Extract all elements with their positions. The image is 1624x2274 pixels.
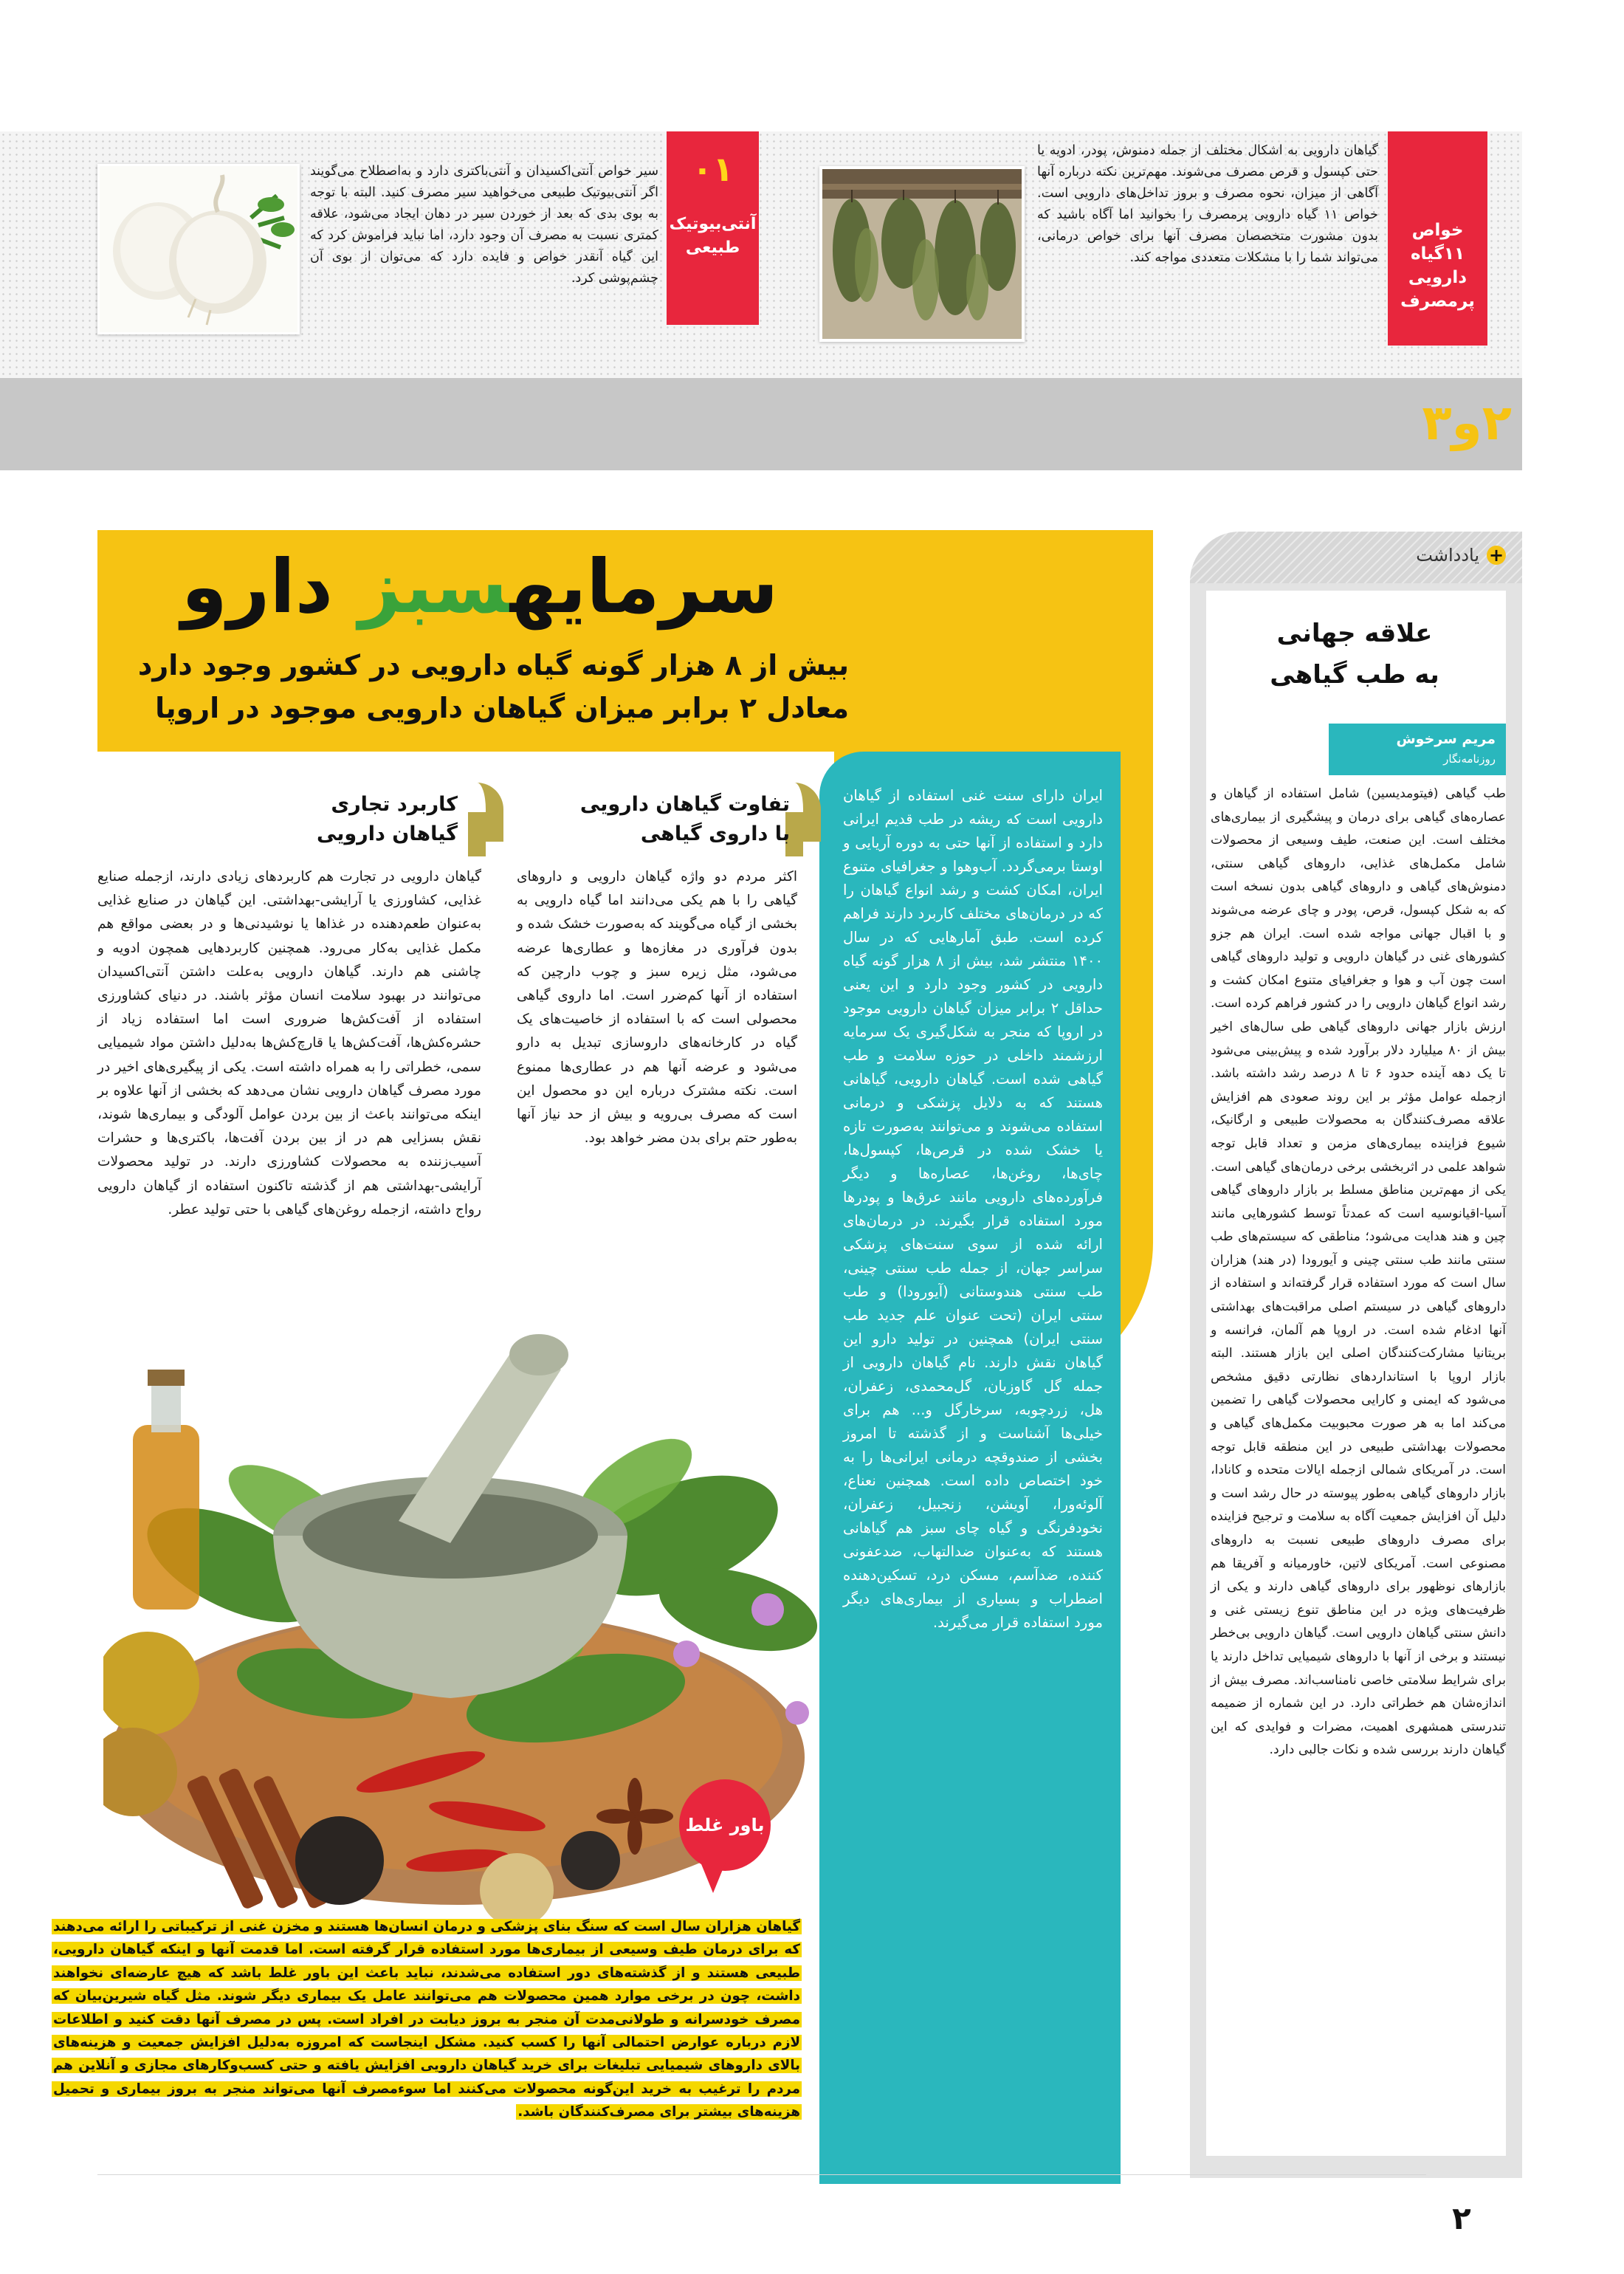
note-title-line: علاقه جهانی (1276, 619, 1433, 648)
author-role: روزنامه‌نگار (1443, 752, 1496, 766)
subtitle-line: بیش از ۸ هزار گونه گیاه دارویی در کشور وجود دارد (137, 649, 849, 681)
author-name: مریم سرخوش (1396, 731, 1496, 747)
myth-text-span: گیاهان هزاران سال است که سنگ بنای پزشکی و درمان انسان‌ها هستند و مخزن غنی از ترکیباتی را ارائه می‌دهند که برای درمان طیف وسیعی از بیماری‌ها مورد استفاده قرار گرفته است. اما قدمت آنها و اینکه گیاهان دارویی، طبیعی هستند و از گذشته‌های دور استفاده می‌شدند، نباید باعث این باور غلط باشد که هیچ عارضه‌ای نخواهند داشت، چون در برخی موارد همین محصولات هم می‌توانند عامل یک بیماری دیگر شوند. مثل گیاه شیرین‌بیان که مصرف خودسرانه و طولانی‌مدت آن منجر به بروز دیابت در افراد است. پس در مصرف آنها دقت کنید و اطلاعات لازم درباره عوارض احتمالی آنها را کسب کنید. مشکل اینجاست که امروزه به‌دلیل افزایش جمعیت و هزینه‌های بالای داروهای شیمیایی تبلیغات برای خرید گیاهان دارویی افزایش یافته و حتی کسب‌وکارهای مجازی و آنلاین هم مردم را ترغیب به خرید این‌گونه محصولات می‌کنند اما سوءمصرف آنها می‌تواند منجر به بروز بیماری و تحمیل هزینه‌های بیشتر برای مصرف‌کنندگان باشد. (53, 1919, 800, 2120)
note-header (1366, 540, 1506, 570)
note-title-line: به طب گیاهی (1270, 660, 1439, 690)
article-title (111, 543, 849, 631)
myth-badge (679, 1779, 771, 1871)
note-label: یادداشت (1416, 545, 1479, 566)
col3-title-line: گیاهان دارویی (316, 822, 458, 845)
dried-herbs-photo (819, 166, 1025, 342)
title-word: دارو (181, 543, 334, 630)
footer-rule (97, 2174, 1426, 2175)
note-text: طب گیاهی (فیتومدیسین) شامل استفاده از گیاهان و عصاره‌های گیاهی برای درمان و پیشگیری از بیماری‌های مختلف است. این صنعت، طیف وسیعی از محصولات شامل مکمل‌های غذایی، داروهای گیاهی سنتی، دمنوش‌های گیاهی و داروهای گیاهی بدون نسخه است که به شکل کپسول، قرص، پودر و چای عرضه می‌شوند و با اقبال جهانی مواجه شده است. ایران هم جزو کشورهای غنی در گیاهان دارویی و تولید داروهای گیاهی است چون آب و هوا و جغرافیای متنوع امکان کشت و رشد انواع گیاهان دارویی را در کشور فراهم کرده است. ارزش بازار جهانی داروهای گیاهی طی سال‌های اخیر بیش از ۸۰ میلیارد دلار برآورد شده و پیش‌بینی می‌شود تا یک دهه آینده حدود ۶ تا ۸ درصد رشد داشته باشد. ازجمله عوامل مؤثر بر این روند صعودی هم افزایش علاقه مصرف‌کنندگان به محصولات طبیعی و ارگانیک، شیوع فزاینده بیماری‌های مزمن و تعداد قابل توجه شواهد علمی در اثربخشی برخی درمان‌های گیاهی است. یکی از مهم‌ترین مناطق مسلط بر بازار داروهای گیاهی آسیا-اقیانوسیه است که عمدتاً توسط کشورهایی مانند چین و هند هدایت می‌شود؛ مناطقی که سیستم‌های طب سنتی مانند طب سنتی چینی و آیورودا (در هند) هزاران سال است که مورد استفاده قرار گرفته‌اند و استفاده از داروهای گیاهی در سیستم اصلی مراقبت‌های بهداشتی آنها ادغام شده است. در اروپا هم آلمان، فرانسه و بریتانیا مشارکت‌کنندگان اصلی این بازار هستند. البته بازار اروپا با استانداردهای نظارتی دقیق مشخص می‌شود که ایمنی و کارایی محصولات گیاهی را تضمین می‌کند اما به هر صورت محبوبیت مکمل‌های گیاهی و محصولات بهداشتی طبیعی در این منطقه قابل توجه است. در آمریکای شمالی ازجمله ایالات متحده و کانادا، بازار داروهای گیاهی به‌طور پیوسته در حال رشد است و دلیل آن افزایش جمعیت آگاه به سلامت و ترجیح فزاینده برای مصرف داروهای طبیعی نسبت به داروهای مصنوعی است. آمریکای لاتین، خاورمیانه و آفریقا هم بازارهای نوظهور برای داروهای گیاهی دارند و یکی از ظرفیت‌های ویژه در این مناطق تنوع زیستی غنی و دانش سنتی گیاهان دارویی است. گیاهان دارویی بی‌خطر نیستند و برخی از آنها با داروهای شیمیایی تداخل دارند یا برای شرایط سلامتی خاصی نامناسب‌اند. مصرف بیش از اندازه‌شان هم خطراتی دارد. در این شماره از ضمیمه تندرستی همشهری اهمیت، مضرات و فوایدی که این گیاهان دارند بررسی شده و نکات جالبی دارد. (1211, 786, 1506, 1758)
section-band-label: ۲و۳ (1422, 394, 1512, 451)
myth-badge-tail (700, 1861, 726, 1893)
title-word-green: سبز (358, 543, 510, 630)
col2-text: اکثر مردم دو واژه گیاهان دارویی و داروهای گیاهی را با هم یکی می‌دانند اما گیاه دارویی به بخشی از گیاه می‌گویند که به‌صورت خشک شده و بدون فرآوری در مغازه‌ها و عطاری‌ها عرضه می‌شود، مثل زیره سبز و چوب دارچین که استفاده از آنها کم‌ضرر است. اما داروی گیاهی محصولی است که با استفاده از خاصیت‌های یک گیاه در کارخانه‌های داروسازی تبدیل به دارو می‌شود و عرضه آنها هم در عطاری‌ها ممنوع است. نکته مشترک درباره این دو محصول این است که مصرف بی‌رویه و بیش از حد نیاز آنها به‌طور حتم برای بدن مضر خواهد بود. (517, 869, 797, 1147)
herbs-tag-line: خواص (1411, 221, 1464, 240)
col3-title-line: کاربرد تجاری (331, 793, 458, 816)
antibiotic-number: ۰۱ (692, 149, 734, 189)
title-word: سرمایه (509, 543, 779, 630)
subtitle-line: معادل ۲ برابر میزان گیاهان دارویی موجود در اروپا (155, 692, 849, 724)
col2-title-line: با داروی گیاهی (640, 822, 790, 845)
garlic-text: سیر خواص آنتی‌اکسیدان و آنتی‌باکتری دارد و به‌اصطلاح می‌گویند اگر آنتی‌بیوتیک طبیعی می‌خواهید سیر مصرف کنید. البته با توجه به بوی بدی که بعد از خوردن سیر در دهان ایجاد می‌شود، علاقه کمتری نسبت به مصرف آن وجود دارد، اما نباید فراموش کرد که این گیاه آنقدر خواص و فایده دارد که می‌توان از بوی آن چشم‌پوشی کرد. (310, 164, 658, 286)
author-badge (1329, 724, 1506, 775)
section-band (0, 378, 1522, 470)
herbs-tag (1388, 131, 1487, 346)
lead-text: ایران دارای سنت غنی استفاده از گیاهان دارویی است که ریشه در طب قدیم ایرانی دارد و استفاده از آنها حتی به دوره آریایی و اوستا برمی‌گردد. آب‌وهوا و جغرافیای متنوع ایران، امکان کشت و رشد انواع گیاهان را که در درمان‌های مختلف کاربرد دارند فراهم کرده است. طبق آمارهایی که در سال ۱۴۰۰ منتشر شد، بیش از ۸ هزار گونه گیاه دارویی در کشور وجود دارد و این یعنی حداقل ۲ برابر میزان گیاهان دارویی موجود در اروپا که منجر به شکل‌گیری یک سرمایه ارزشمند داخلی در حوزه سلامت و طب گیاهی شده است. گیاهان دارویی، گیاهانی هستند که به دلایل پزشکی و درمانی استفاده می‌شوند و می‌توانند به‌صورت تازه یا خشک شده در قرص‌ها، کپسول‌ها، چای‌ها، روغن‌ها، عصاره‌ها و دیگر فرآورده‌های دارویی مانند عرق‌ها و پودرها مورد استفاده قرار بگیرند. در درمان‌های ارائه شده از سوی سنت‌های پزشکی سراسر جهان، از جمله طب سنتی چینی، طب سنتی هندوستانی (آیورودا) و طب سنتی ایران (تحت عنوان علم جدید طب سنتی ایران) همچنین در تولید دارو این گیاهان نقش دارند. نام گیاهان دارویی از جمله گل گاوزبان، گل‌محمدی، زعفران، هل، زردچوبه، سرخارگل و... هم برای خیلی‌ها آشناست و از گذشته تا امروز بخشی از صندوقچه درمانی ایرانی‌ها را به خود اختصاص داده است. همچنین نعناع، آلوئه‌ورا، آویشن، زنجبیل، زعفران، نخودفرنگی و گیاه چای سبز هم گیاهانی هستند که به‌عنوان ضدالتهاب، ضدعفونی کننده، ضدآسم، مسکن درد، تسکین‌دهنده اضطراب و بسیاری از بیماری‌های دیگر مورد استفاده قرار می‌گیرند. (843, 787, 1104, 1631)
article-subtitle (111, 644, 849, 729)
note-title (1211, 613, 1499, 695)
myth-label: باور غلط (685, 1815, 765, 1835)
col3-header-bar-tail (468, 812, 486, 856)
garlic-illustration (100, 166, 297, 332)
col3-title (103, 790, 458, 849)
herbs-tag-line: دارویی (1408, 268, 1468, 287)
myth-text (52, 1915, 802, 2124)
garlic-photo (97, 164, 300, 334)
antibiotic-tag-line: آنتی‌بیوتیک (669, 215, 757, 233)
plus-icon: + (1487, 546, 1506, 565)
herbs-tag-line: پرمصرف (1400, 292, 1475, 311)
page-number: ۲ (1452, 2200, 1471, 2236)
col2-title-line: تفاوت گیاهان دارویی (579, 793, 790, 816)
antibiotic-tag (667, 131, 759, 325)
antibiotic-tag-line: طبیعی (685, 238, 740, 257)
col3-text: گیاهان دارویی در تجارت هم کاربردهای زیادی دارند، ازجمله صنایع غذایی، کشاورزی یا آرایشی-بهداشتی. این گیاهان در صنایع غذایی به‌عنوان طعم‌دهنده در غذاها یا نوشیدنی‌ها و در بعضی مواقع هم مکمل غذایی به‌کار می‌رود. همچنین کاربردهایی همچون ادویه و چاشنی هم دارند. گیاهان دارویی به‌علت داشتن آنتی‌اکسیدان می‌توانند در بهبود سلامت انسان مؤثر باشند. در دنیای کشاورزی استفاده از آفت‌کش‌ها ضروری است اما استفاده زیاد از حشره‌کش‌ها، آفت‌کش‌ها یا قارچ‌کش‌ها به‌دلیل داشتن مواد شیمیایی سمی، خطراتی را به همراه داشته است. یکی از پیگیری‌های اخیر در مورد مصرف گیاهان دارویی نشان می‌دهد که بخشی از آنها علاوه بر اینکه می‌توانند باعث از بین بردن عوامل آلودگی و بیماری‌ها شوند، نقش بسزایی هم در از بین بردن آفت‌ها، باکتری‌ها و حشرات آسیب‌زننده به محصولات کشاورزی دارند. در تولید محصولات آرایشی-بهداشتی هم از گذشته تاکنون استفاده از گیاهان دارویی رواج داشته، ازجمله روغن‌های گیاهی با حتی تولید عطر. (97, 869, 481, 1217)
dried-herbs-illustration (822, 169, 1022, 339)
herbs-tag-line: ۱۱گیاه (1410, 244, 1465, 264)
col2-title (517, 790, 790, 849)
herbs-intro-text: گیاهان دارویی به اشکال مختلف از جمله دمنوش، پودر، ادویه یا حتی کپسول و قرص مصرف می‌شوند. مهم‌ترین نکته درباره آنها آگاهی از میزان، نحوه مصرف و بروز تداخل‌های دارویی است. خواص ۱۱ گیاه دارویی پرمصرف را بخوانید اما آگاه باشید که بدون مشورت متخصصان مصرف آنها برای خواص درمانی، می‌تواند شما را با مشکلات متعددی مواجه کند. (1037, 143, 1378, 265)
